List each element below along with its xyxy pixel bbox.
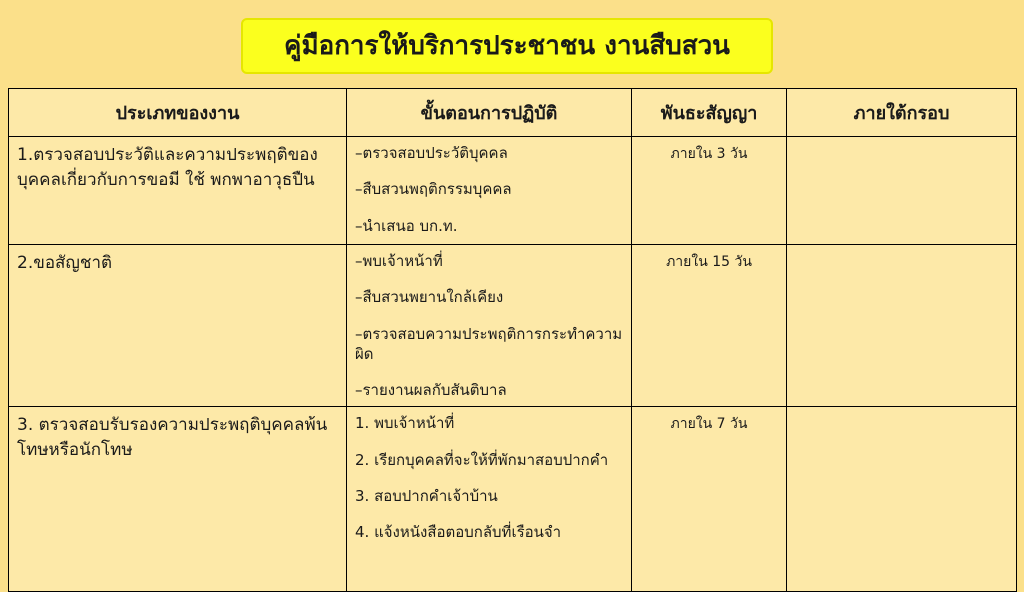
table-body	[9, 137, 1017, 592]
cell-steps	[347, 407, 632, 592]
cell-category: 1.ตรวจสอบประวัติและความประพฤติของบุคคลเกี่ยวกับการขอมี ใช้ พกพาอาวุธปืน	[9, 137, 347, 245]
cell-promise: ภายใน 15 วัน	[632, 245, 787, 407]
cell-frame	[787, 137, 1017, 245]
step-item: –รายงานผลกับสันติบาล	[355, 381, 507, 399]
cell-category: 2.ขอสัญชาติ	[9, 245, 347, 407]
step-item: 2. เรียกบุคคลที่จะให้ที่พักมาสอบปากคำ	[355, 450, 609, 469]
step-item: 4. แจ้งหนังสือตอบกลับที่เรือนจำ	[355, 523, 562, 541]
step-item: –ตรวจสอบประวัติบุคคล	[355, 144, 508, 162]
cell-frame	[787, 245, 1017, 407]
service-guide-table	[8, 88, 1017, 592]
step-item: –สืบสวนพยานใกล้เคียง	[355, 288, 504, 307]
header-frame: ภายใต้กรอบ	[787, 89, 1017, 137]
cell-category: 3. ตรวจสอบรับรองความประพฤติบุคคลพ้นโทษหรือนักโทษ	[9, 407, 347, 592]
table-header-row	[9, 89, 1017, 137]
step-item: –พบเจ้าหน้าที่	[355, 252, 443, 270]
table-row	[9, 137, 1017, 245]
page-title: คู่มือการให้บริการประชาชน งานสืบสวน	[284, 30, 730, 61]
header-steps: ขั้นตอนการปฏิบัติ	[347, 89, 632, 137]
step-item: –นำเสนอ บก.ท.	[355, 216, 458, 235]
cell-steps	[347, 137, 632, 245]
table-header	[9, 89, 1017, 137]
header-category: ประเภทของงาน	[9, 89, 347, 137]
cell-steps	[347, 245, 632, 407]
header-promise: พันธะสัญญา	[632, 89, 787, 137]
cell-promise: ภายใน 3 วัน	[632, 137, 787, 245]
table-row	[9, 245, 1017, 407]
step-item: 3. สอบปากคำเจ้าบ้าน	[355, 486, 498, 505]
cell-frame	[787, 407, 1017, 592]
cell-promise: ภายใน 7 วัน	[632, 407, 787, 592]
table-row	[9, 407, 1017, 592]
step-item: 1. พบเจ้าหน้าที่	[355, 414, 455, 433]
step-item: –ตรวจสอบความประพฤติการกระทำความผิด	[355, 324, 623, 363]
step-item: –สืบสวนพฤติกรรมบุคคล	[355, 180, 512, 199]
title-banner	[241, 18, 773, 74]
